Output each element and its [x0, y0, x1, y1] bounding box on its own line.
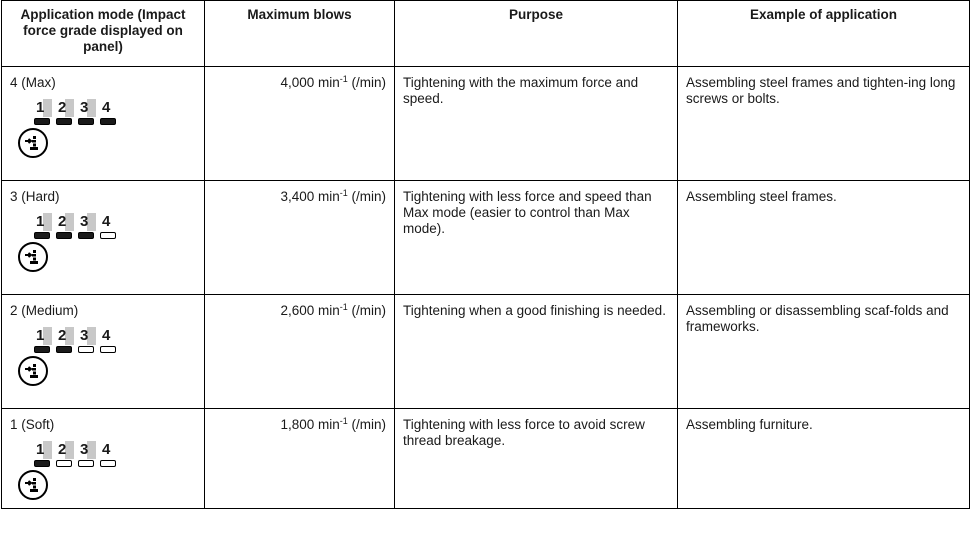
impact-mode-dial-icon — [18, 470, 48, 500]
impact-force-panel — [34, 441, 154, 501]
panel-number-shade — [65, 99, 74, 117]
indicator-lamp-off — [100, 232, 116, 239]
impact-force-panel — [34, 327, 154, 387]
indicator-lamp-on — [78, 232, 94, 239]
indicator-lamp-off — [78, 460, 94, 467]
purpose-cell: Tightening with less force to avoid screw thread breakage. — [395, 409, 678, 509]
blows-unit: (/min) — [347, 417, 386, 432]
panel-number-digit: 3 — [80, 441, 89, 458]
panel-number — [34, 327, 52, 345]
panel-number — [56, 327, 74, 345]
mode-label: 1 (Soft) — [10, 417, 55, 432]
panel-number-digit: 2 — [58, 327, 67, 344]
mode-cell — [2, 67, 205, 181]
panel-number — [56, 441, 74, 459]
maximum-blows-cell — [205, 181, 395, 295]
impact-mode-dial-icon — [18, 242, 48, 272]
impact-mode-dial-icon — [18, 128, 48, 158]
mode-cell — [2, 409, 205, 509]
panel-number — [100, 99, 118, 117]
panel-number-digit: 4 — [102, 441, 111, 458]
panel-number — [34, 213, 52, 231]
panel-number-shade — [43, 213, 52, 231]
mode-cell — [2, 181, 205, 295]
table-row — [2, 67, 970, 181]
maximum-blows-cell — [205, 67, 395, 181]
panel-number-shade — [65, 213, 74, 231]
purpose-cell: Tightening with less force and speed than Max mode (easier to control than Max mode). — [395, 181, 678, 295]
panel-number — [34, 99, 52, 117]
blows-value: 2,600 min — [280, 303, 340, 318]
mode-label: 2 (Medium) — [10, 303, 79, 318]
impact-force-panel — [34, 213, 154, 273]
panel-number-digit: 1 — [36, 441, 45, 458]
mode-label: 4 (Max) — [10, 75, 56, 90]
blows-unit: (/min) — [347, 303, 386, 318]
panel-number-shade — [65, 327, 74, 345]
blows-value: 1,800 min — [280, 417, 340, 432]
panel-number-digit: 2 — [58, 441, 67, 458]
panel-number-shade — [43, 441, 52, 459]
impact-mode-dial-icon — [18, 356, 48, 386]
indicator-lamp-on — [78, 118, 94, 125]
table-header-row — [2, 1, 970, 67]
panel-number-digit: 3 — [80, 99, 89, 116]
blows-exponent: -1 — [339, 74, 348, 84]
panel-number — [78, 213, 96, 231]
panel-number-digit: 2 — [58, 213, 67, 230]
mode-label: 3 (Hard) — [10, 189, 60, 204]
indicator-lamp-off — [100, 346, 116, 353]
indicator-lamp-off — [100, 460, 116, 467]
panel-number — [56, 99, 74, 117]
indicator-lamp-on — [34, 232, 50, 239]
panel-number-digit: 3 — [80, 213, 89, 230]
panel-number-digit: 1 — [36, 213, 45, 230]
indicator-lamp-on — [56, 118, 72, 125]
indicator-lamp-off — [78, 346, 94, 353]
indicator-lamp-on — [100, 118, 116, 125]
impact-force-panel — [34, 99, 154, 159]
panel-number — [100, 441, 118, 459]
example-cell: Assembling steel frames. — [678, 181, 970, 295]
blows-unit: (/min) — [347, 189, 386, 204]
maximum-blows-cell — [205, 409, 395, 509]
header-purpose: Purpose — [395, 1, 678, 67]
example-cell: Assembling furniture. — [678, 409, 970, 509]
panel-number-digit: 2 — [58, 99, 67, 116]
blows-value: 3,400 min — [280, 189, 340, 204]
blows-exponent: -1 — [339, 188, 348, 198]
panel-number — [78, 99, 96, 117]
indicator-lamp-on — [34, 118, 50, 125]
indicator-lamp-off — [56, 460, 72, 467]
panel-number-digit: 4 — [102, 327, 111, 344]
blows-value: 4,000 min — [280, 75, 340, 90]
panel-number — [100, 327, 118, 345]
table-row — [2, 181, 970, 295]
panel-number-digit: 4 — [102, 99, 111, 116]
purpose-cell: Tightening when a good finishing is needed. — [395, 295, 678, 409]
panel-number-digit: 4 — [102, 213, 111, 230]
indicator-lamp-on — [34, 460, 50, 467]
table-row — [2, 295, 970, 409]
panel-number-digit: 1 — [36, 99, 45, 116]
panel-number-shade — [87, 441, 96, 459]
purpose-cell: Tightening with the maximum force and speed. — [395, 67, 678, 181]
maximum-blows-cell — [205, 295, 395, 409]
panel-number — [78, 441, 96, 459]
panel-number — [56, 213, 74, 231]
header-application-mode: Application mode (Impact force grade displayed on panel) — [2, 1, 205, 67]
panel-number-shade — [65, 441, 74, 459]
table-row — [2, 409, 970, 509]
panel-number-digit: 3 — [80, 327, 89, 344]
panel-number — [100, 213, 118, 231]
blows-unit: (/min) — [347, 75, 386, 90]
indicator-lamp-on — [34, 346, 50, 353]
panel-number-digit: 1 — [36, 327, 45, 344]
example-cell: Assembling or disassembling scaf-folds and frameworks. — [678, 295, 970, 409]
header-maximum-blows: Maximum blows — [205, 1, 395, 67]
header-example: Example of application — [678, 1, 970, 67]
blows-exponent: -1 — [339, 416, 348, 426]
panel-number-shade — [43, 99, 52, 117]
blows-exponent: -1 — [339, 302, 348, 312]
application-mode-table — [1, 0, 970, 509]
panel-number — [34, 441, 52, 459]
panel-number-shade — [87, 327, 96, 345]
panel-number-shade — [87, 213, 96, 231]
mode-cell — [2, 295, 205, 409]
indicator-lamp-on — [56, 346, 72, 353]
example-cell: Assembling steel frames and tighten-ing long screws or bolts. — [678, 67, 970, 181]
panel-number-shade — [87, 99, 96, 117]
panel-number-shade — [43, 327, 52, 345]
panel-number — [78, 327, 96, 345]
indicator-lamp-on — [56, 232, 72, 239]
